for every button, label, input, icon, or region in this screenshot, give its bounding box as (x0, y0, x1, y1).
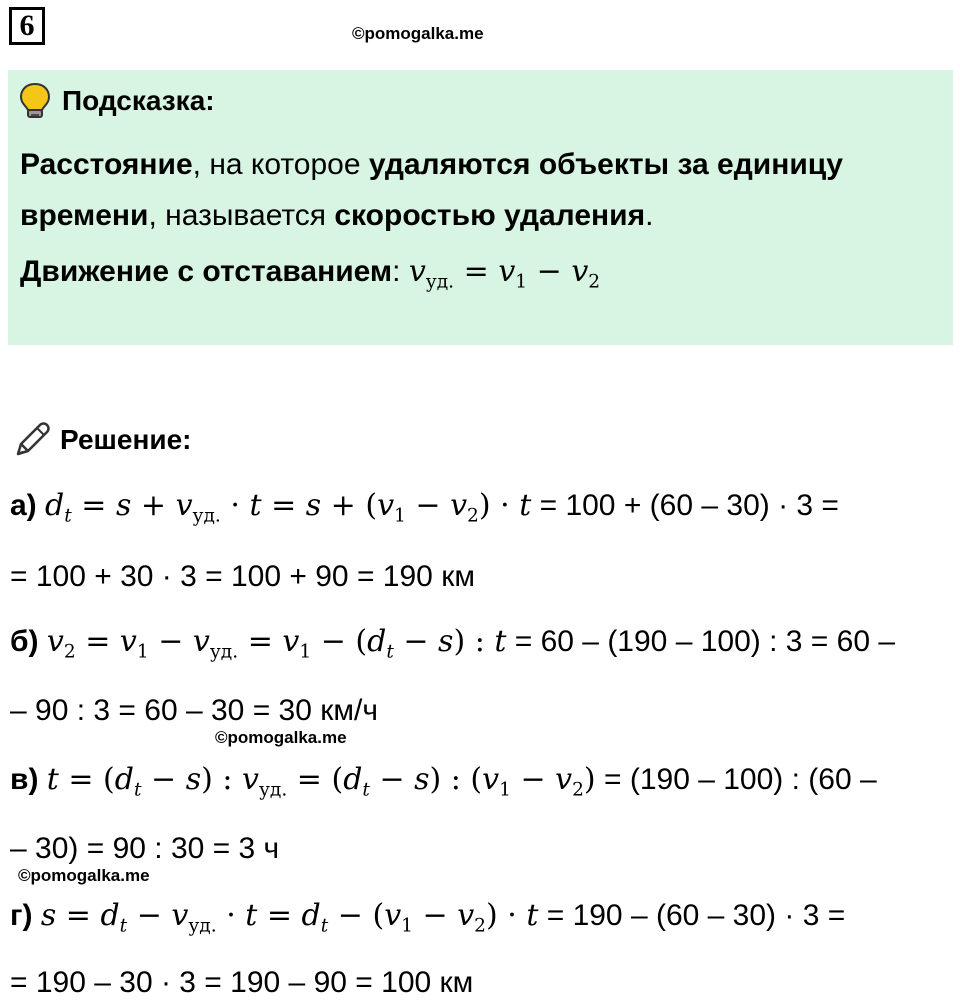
hint-text: , называется (148, 199, 335, 232)
solution-a-line-2: = 100 + 30 · 3 = 100 + 90 = 190 км (10, 560, 475, 593)
item-label-c: в) (10, 763, 39, 796)
hint-bold: удаляются объекты за единицу (368, 148, 843, 181)
formula: $d_t = s + v_{уд.} \cdot t = s + (v_1 - v_2) \cdot t$ (45, 488, 532, 527)
lightbulb-icon (18, 82, 52, 120)
solution-b-line-1 (10, 624, 895, 663)
solution-d-line-2: = 190 – 30 · 3 = 190 – 90 = 100 км (10, 966, 474, 999)
watermark: ©pomogalka.me (215, 728, 347, 747)
calc-text: = 100 + (60 – 30) · 3 = (531, 489, 839, 522)
watermark: ©pomogalka.me (352, 24, 484, 43)
formula: $s = d_t - v_{уд.} \cdot t = d_t - (v_1 - v_2) \cdot t$ (40, 898, 539, 937)
hint-bold: времени (20, 199, 149, 232)
solution-a-line-1 (10, 488, 839, 527)
item-label-b: б) (10, 625, 39, 658)
calc-text: = (190 – 100) : (60 – (595, 763, 877, 796)
calc-text: = 190 – (60 – 30) · 3 = (538, 899, 846, 932)
solution-title: Решение: (60, 424, 192, 455)
hint-line-2 (20, 199, 653, 233)
item-label-d: г) (10, 899, 33, 932)
hint-line-1 (20, 148, 843, 182)
solution-c-line-2: – 30) = 90 : 30 = 3 ч (10, 832, 280, 865)
hint-header (18, 82, 215, 120)
hint-text: : (392, 255, 401, 288)
calc-text: = 60 – (190 – 100) : 3 = 60 – (506, 625, 896, 658)
task-number-box (9, 7, 45, 45)
solution-c-line-1 (10, 762, 877, 801)
item-label-a: а) (10, 489, 37, 522)
hint-line-3 (20, 254, 600, 293)
hint-title: Подсказка: (62, 85, 215, 116)
pencil-icon (12, 420, 52, 460)
formula: $t = (d_t - s)$ : $v_{уд.} = (d_t - s)$ : $(v_1 - v_2)$ (46, 762, 596, 801)
solution-header (12, 420, 191, 460)
formula: $v_{уд.} = v_1 - v_2$ (408, 254, 601, 293)
hint-text: , на которое (192, 148, 369, 181)
term-lag-motion: Движение с отставанием (20, 255, 393, 288)
formula: $v_2 = v_1 - v_{уд.} = v_1 - (d_t - s)$ : t (46, 624, 507, 663)
term-speed: скоростью удаления (334, 199, 646, 232)
hint-text: . (645, 199, 654, 232)
term-distance: Расстояние (20, 148, 193, 181)
solution-d-line-1 (10, 898, 845, 937)
watermark: ©pomogalka.me (18, 866, 150, 885)
task-number: 6 (19, 9, 35, 42)
solution-b-line-2: – 90 : 3 = 60 – 30 = 30 км/ч (10, 694, 378, 727)
